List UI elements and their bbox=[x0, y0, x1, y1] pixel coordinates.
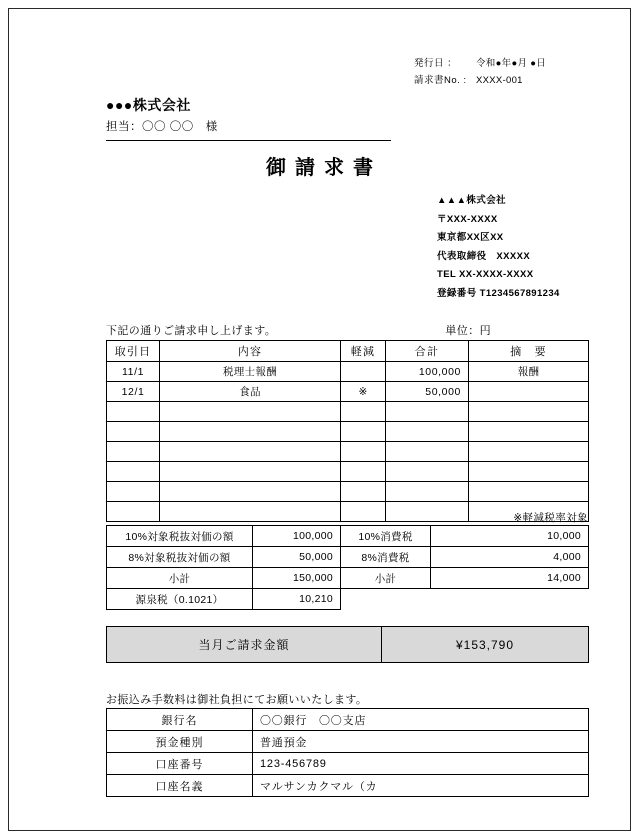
items-cell-description bbox=[160, 402, 341, 422]
items-cell-description bbox=[160, 482, 341, 502]
summary-cell-left-label: 8%対象税抜対価の額 bbox=[107, 547, 253, 568]
items-cell-date bbox=[107, 442, 160, 462]
issue-meta bbox=[414, 55, 604, 89]
items-cell-date bbox=[107, 422, 160, 442]
unit-label: 単位：円 bbox=[445, 325, 491, 337]
summary-cell-left-label: 10%対象税抜対価の額 bbox=[107, 526, 253, 547]
items-cell-amount bbox=[386, 482, 469, 502]
summary-row bbox=[107, 526, 589, 547]
table-row bbox=[107, 382, 589, 402]
items-header-row bbox=[107, 341, 589, 362]
bank-field-label: 口座番号 bbox=[107, 753, 253, 775]
summary-cell-right-label: 8%消費税 bbox=[341, 547, 431, 568]
summary-cell-left-value: 100,000 bbox=[253, 526, 341, 547]
bank-field-value: 123-456789 bbox=[253, 753, 589, 775]
issuer-registration-number: 登録番号 T1234567891234 bbox=[437, 287, 560, 299]
items-cell-reduced bbox=[341, 442, 386, 462]
items-cell-date bbox=[107, 462, 160, 482]
table-row bbox=[107, 442, 589, 462]
items-cell-note bbox=[469, 382, 589, 402]
items-cell-note bbox=[469, 462, 589, 482]
issuer-postal-code: 〒XXX-XXXX bbox=[437, 213, 498, 225]
summary-row bbox=[107, 547, 589, 568]
invoice-page bbox=[8, 8, 631, 831]
recipient-person: 担当：〇〇 〇〇 様 bbox=[106, 121, 218, 133]
lead-text: 下記の通りご請求申し上げます。 bbox=[106, 325, 277, 337]
issue-date-value: 令和●年●月 ●日 bbox=[476, 58, 547, 69]
items-table bbox=[106, 340, 589, 522]
items-cell-note bbox=[469, 482, 589, 502]
items-cell-description bbox=[160, 442, 341, 462]
table-row bbox=[107, 462, 589, 482]
items-cell-date: 11/1 bbox=[107, 362, 160, 382]
items-cell-reduced: ※ bbox=[341, 382, 386, 402]
items-cell-reduced bbox=[341, 362, 386, 382]
recipient-underline bbox=[106, 140, 391, 141]
items-header-cell: 取引日 bbox=[107, 341, 160, 362]
bank-field-value: 〇〇銀行 〇〇支店 bbox=[253, 709, 589, 731]
items-header-cell: 内容 bbox=[160, 341, 341, 362]
items-cell-reduced bbox=[341, 402, 386, 422]
summary-cell-right-value: 10,000 bbox=[431, 526, 589, 547]
issuer-telephone: TEL XX-XXXX-XXXX bbox=[437, 269, 534, 280]
withholding-value: 10,210 bbox=[253, 589, 341, 610]
items-cell-amount bbox=[386, 422, 469, 442]
items-cell-amount bbox=[386, 442, 469, 462]
withholding-row bbox=[107, 589, 589, 610]
items-cell-amount bbox=[386, 462, 469, 482]
issue-date-label: 発行日 ： bbox=[414, 58, 458, 69]
issuer-address: 東京都XX区XX bbox=[437, 232, 504, 243]
items-cell-reduced bbox=[341, 422, 386, 442]
table-row bbox=[107, 362, 589, 382]
items-header-cell: 軽減 bbox=[341, 341, 386, 362]
items-cell-date bbox=[107, 402, 160, 422]
bank-row bbox=[107, 753, 589, 775]
bank-field-label: 預金種別 bbox=[107, 731, 253, 753]
summary-cell-left-label: 小計 bbox=[107, 568, 253, 589]
items-cell-note bbox=[469, 422, 589, 442]
issue-date-row bbox=[414, 55, 604, 72]
items-cell-amount: 50,000 bbox=[386, 382, 469, 402]
items-cell-date bbox=[107, 482, 160, 502]
tax-summary-table bbox=[106, 525, 589, 610]
summary-cell-right-label: 10%消費税 bbox=[341, 526, 431, 547]
items-cell-reduced bbox=[341, 462, 386, 482]
items-header-cell: 摘 要 bbox=[469, 341, 589, 362]
bank-row bbox=[107, 731, 589, 753]
invoice-number-label: 請求書No. : bbox=[414, 75, 467, 86]
summary-cell-left-value: 50,000 bbox=[253, 547, 341, 568]
withholding-label: 源泉税（0.1021） bbox=[107, 589, 253, 610]
bank-row bbox=[107, 775, 589, 797]
items-cell-note bbox=[469, 402, 589, 422]
total-label: 当月ご請求金額 bbox=[107, 627, 382, 663]
items-cell-amount: 100,000 bbox=[386, 362, 469, 382]
total-amount: ¥153,790 bbox=[382, 627, 589, 663]
withholding-empty-cell bbox=[341, 589, 589, 610]
invoice-number-row bbox=[414, 72, 604, 89]
items-cell-description: 税理士報酬 bbox=[160, 362, 341, 382]
recipient-company: ●●●株式会社 bbox=[106, 97, 191, 113]
items-cell-note: 報酬 bbox=[469, 362, 589, 382]
bank-field-value: マルサンカクマル（カ bbox=[253, 775, 589, 797]
issuer-company: ▲▲▲株式会社 bbox=[437, 195, 507, 206]
total-row bbox=[107, 627, 589, 663]
bank-field-label: 口座名義 bbox=[107, 775, 253, 797]
items-cell-date: 12/1 bbox=[107, 382, 160, 402]
recipient-block bbox=[106, 95, 391, 141]
items-cell-description bbox=[160, 462, 341, 482]
summary-cell-right-label: 小計 bbox=[341, 568, 431, 589]
summary-cell-left-value: 150,000 bbox=[253, 568, 341, 589]
issuer-block bbox=[437, 192, 627, 303]
bank-field-value: 普通預金 bbox=[253, 731, 589, 753]
summary-cell-right-value: 4,000 bbox=[431, 547, 589, 568]
items-cell-description: 食品 bbox=[160, 382, 341, 402]
summary-cell-right-value: 14,000 bbox=[431, 568, 589, 589]
bank-details-table bbox=[106, 708, 589, 797]
invoice-number-value: XXXX-001 bbox=[476, 75, 523, 86]
summary-row bbox=[107, 568, 589, 589]
issuer-representative: 代表取締役 XXXXX bbox=[437, 250, 531, 262]
items-cell-note bbox=[469, 442, 589, 462]
items-cell-amount bbox=[386, 402, 469, 422]
items-cell-reduced bbox=[341, 482, 386, 502]
items-header-cell: 合計 bbox=[386, 341, 469, 362]
table-row bbox=[107, 422, 589, 442]
reduced-tax-note: ※軽減税率対象 bbox=[513, 512, 588, 524]
page-title: 御請求書 bbox=[266, 157, 382, 179]
table-row bbox=[107, 482, 589, 502]
bank-row bbox=[107, 709, 589, 731]
total-box bbox=[106, 626, 589, 663]
items-cell-description bbox=[160, 422, 341, 442]
bank-fee-note: お振込み手数料は御社負担にてお願いいたします。 bbox=[106, 694, 368, 706]
table-row bbox=[107, 402, 589, 422]
bank-field-label: 銀行名 bbox=[107, 709, 253, 731]
